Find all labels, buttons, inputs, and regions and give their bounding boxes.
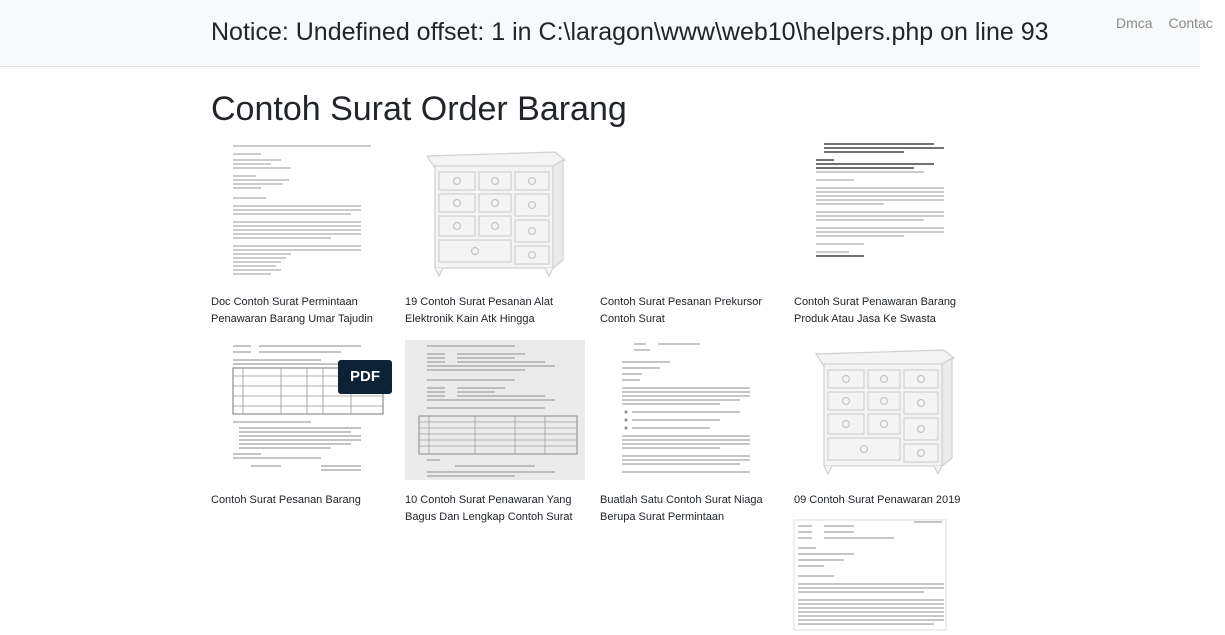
card-caption[interactable] (794, 492, 974, 509)
letter-thumbnail[interactable] (794, 520, 974, 630)
caption-line[interactable]: Contoh Surat Pesanan Barang (211, 494, 361, 506)
caption-line[interactable]: Elektronik Kain Atk Hingga (405, 313, 535, 325)
caption-line[interactable]: 10 Contoh Surat Penawaran Yang (405, 494, 572, 506)
caption-line[interactable]: Berupa Surat Permintaan (600, 511, 725, 523)
pdf-badge-icon: PDF (338, 360, 392, 394)
caption-line[interactable]: Buatlah Satu Contoh Surat Niaga (600, 494, 763, 506)
caption-line[interactable]: Contoh Surat Pesanan Prekursor (600, 296, 763, 308)
caption-line[interactable]: Contoh Surat Penawaran Barang (794, 296, 957, 308)
letter-thumbnail[interactable] (600, 340, 780, 480)
caption-line[interactable]: 09 Contoh Surat Penawaran 2019 (794, 494, 961, 506)
card-caption[interactable] (211, 294, 391, 328)
card-caption[interactable] (405, 294, 585, 328)
page-title: Contoh Surat Order Barang (211, 90, 627, 128)
letter-thumbnail[interactable] (211, 142, 391, 282)
caption-line[interactable]: Bagus Dan Lengkap Contoh Surat (405, 511, 573, 523)
caption-line[interactable]: Contoh Surat (600, 313, 665, 325)
letter-thumbnail[interactable] (600, 142, 780, 282)
letter-thumbnail[interactable] (794, 142, 974, 282)
drawer-cabinet-image[interactable] (405, 142, 585, 282)
card-caption[interactable] (405, 492, 585, 526)
top-bar (0, 0, 1213, 67)
php-notice: Notice: Undefined offset: 1 in C:\laragon\www\web10\helpers.php on line 93 (211, 18, 1049, 46)
card-caption[interactable] (211, 492, 391, 509)
top-nav (1116, 15, 1225, 31)
drawer-cabinet-image[interactable] (794, 340, 974, 480)
card-caption[interactable] (600, 294, 780, 328)
nav-link-dmca[interactable]: Dmca (1116, 15, 1153, 31)
nav-link-contact[interactable]: Contac (1168, 15, 1213, 31)
caption-line[interactable]: Doc Contoh Surat Permintaan (211, 296, 358, 308)
card-caption[interactable] (794, 294, 974, 328)
card-caption[interactable] (600, 492, 780, 526)
caption-line[interactable]: Produk Atau Jasa Ke Swasta (794, 313, 936, 325)
letter-thumbnail[interactable] (405, 340, 585, 480)
caption-line[interactable]: 19 Contoh Surat Pesanan Alat (405, 296, 553, 308)
caption-line[interactable]: Penawaran Barang Umar Tajudin (211, 313, 373, 325)
